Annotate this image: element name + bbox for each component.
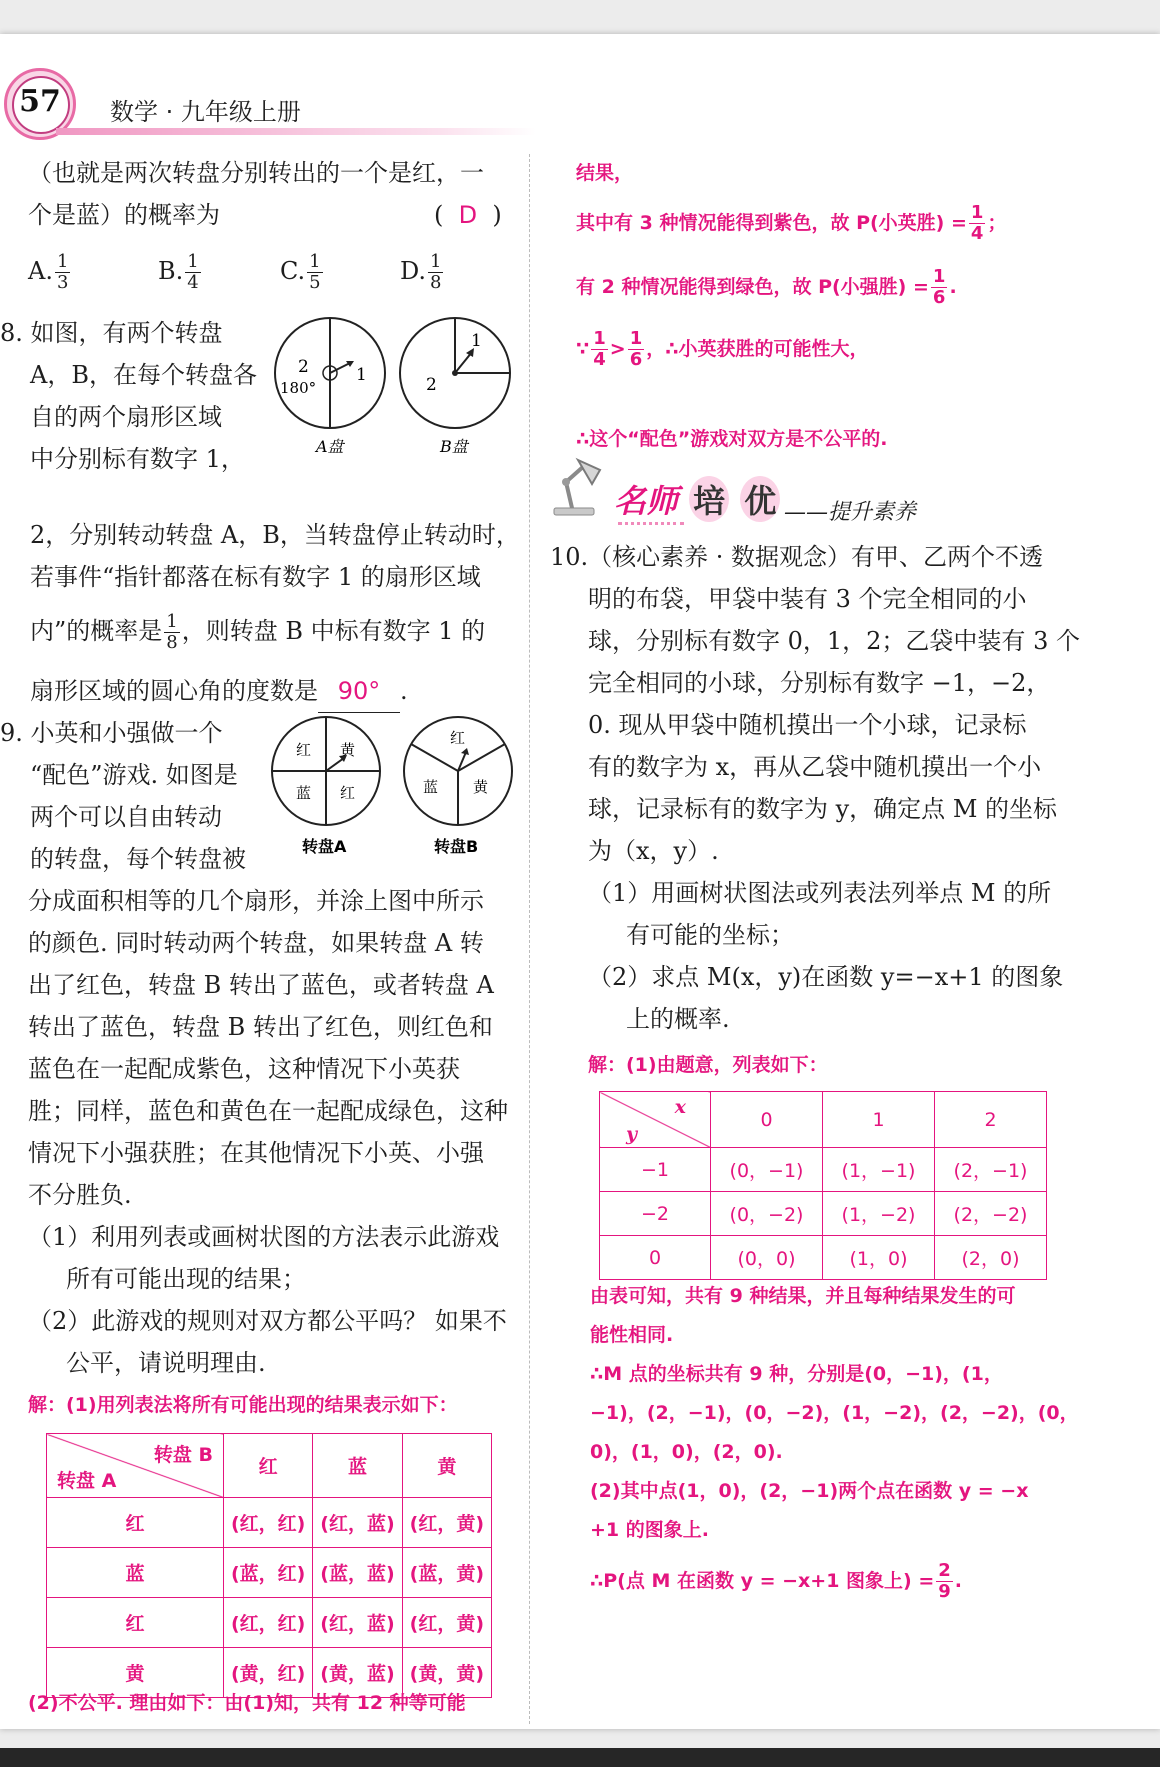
table-cell: (黄，红) — [224, 1648, 313, 1698]
spinner-diagrams-q8 — [268, 310, 518, 460]
sol9-right-line4: ∵ $\frac{1}{4}$ > $\frac{1}{6}$ ，∴小英获胜的可能性大， — [576, 328, 869, 370]
table-cell: (蓝，红) — [224, 1548, 313, 1598]
turntable-b-label: 转盘B — [434, 837, 479, 856]
q9-col-header: 红 — [224, 1434, 313, 1498]
q10-line7: 球，记录标有的数字为 y，确定点 M 的坐标 — [588, 795, 1058, 823]
table-row — [600, 1148, 1047, 1192]
sol10-line7: +1 的图象上. — [590, 1519, 709, 1541]
table-cell: (红，红) — [224, 1598, 313, 1648]
q10-corner-top: x — [674, 1096, 686, 1118]
q10-line6: 有的数字为 x，再从乙袋中随机摸出一个小 — [588, 753, 1042, 781]
page-number: 57 — [19, 84, 61, 119]
turntable-a-s4: 红 — [340, 784, 356, 802]
q7-option-a: A. $\frac{1}{3}$ — [28, 251, 69, 293]
q10-col-header: 0 — [711, 1092, 823, 1148]
q9-full-line5: 蓝色在一起配成紫色，这种情况下小英获 — [28, 1055, 460, 1083]
q9-full-line4: 转出了蓝色，转盘 B 转出了红色，则红色和 — [28, 1013, 493, 1041]
q9-row-header: 黄 — [47, 1648, 224, 1698]
q8-line4: 中分别标有数字 1， — [30, 445, 245, 473]
spinner-diagrams-q9 — [266, 714, 526, 864]
q9-row-header: 红 — [47, 1598, 224, 1648]
banner-char: 培 — [689, 476, 729, 522]
q10-line8: 为（x，y）. — [588, 837, 719, 865]
q9-line2: “配色”游戏. 如图是 — [30, 761, 238, 789]
sol10-line8: ∴P(点 M 在函数 y = −x+1 图象上) = $\frac{2}{9}$ . — [590, 1560, 963, 1602]
q9-result-table — [46, 1433, 492, 1698]
q8-line1: 8. 如图，有两个转盘 — [0, 319, 223, 347]
fraction: $\frac{1}{8}$ — [430, 251, 442, 293]
turntable-b-s1: 红 — [450, 729, 466, 747]
turntable-a — [272, 717, 380, 856]
q8-fraction: $\frac{1}{8}$ — [166, 611, 178, 653]
q9-sub1-line1: （1）利用列表或画树状图的方法表示此游戏 — [28, 1223, 500, 1251]
header-rule — [56, 128, 536, 135]
q8-full-line4: 扇形区域的圆心角的度数是 90° . — [30, 670, 408, 713]
q9-col-header: 蓝 — [313, 1434, 402, 1498]
sol10-line1: 由表可知，共有 9 种结果，并且每种结果发生的可 — [590, 1285, 1016, 1307]
q10-row-header: −1 — [600, 1148, 711, 1192]
banner-subtitle: ——提升素养 — [784, 500, 917, 525]
q8-full-line1: 2，分别转动转盘 A，B，当转盘停止转动时， — [30, 521, 520, 549]
table-cell: (1，−2) — [823, 1192, 935, 1236]
q9-solution-part2: (2)不公平. 理由如下：由(1)知，共有 12 种等可能 — [28, 1692, 466, 1714]
table-cell: (1，0) — [823, 1236, 935, 1280]
q8-answer: 90° — [318, 670, 400, 713]
fraction: $\frac{1}{5}$ — [309, 251, 321, 293]
table-cell: (红，蓝) — [313, 1598, 402, 1648]
fraction: $\frac{2}{9}$ — [938, 1560, 951, 1602]
sol9-right-line3: 有 2 种情况能得到绿色，故 P(小强胜) = $\frac{1}{6}$ . — [576, 266, 957, 308]
table-cell: (2，0) — [935, 1236, 1047, 1280]
q9-full-line3: 出了红色，转盘 B 转出了蓝色，或者转盘 A — [28, 971, 494, 999]
spinner-b — [400, 318, 510, 456]
q9-sub1-line2: 所有可能出现的结果； — [66, 1265, 306, 1293]
table-cell: (0，−1) — [711, 1148, 823, 1192]
sol10-line5: 0)，(1，0)，(2，0). — [590, 1441, 783, 1463]
fraction: $\frac{1}{3}$ — [56, 251, 69, 293]
spinner-a-num2: 2 — [298, 357, 309, 377]
sol10-line3: ∴M 点的坐标共有 9 种，分别是(0，−1)，(1， — [590, 1363, 1003, 1385]
q9-full-line7: 情况下小强获胜；在其他情况下小英、小强 — [28, 1139, 484, 1167]
q10-solution-intro: 解：(1)由题意，列表如下： — [588, 1054, 828, 1076]
q10-sub1-line1: （1）用画树状图法或列表法列举点 M 的所 — [588, 879, 1052, 907]
q10-col-header: 2 — [935, 1092, 1047, 1148]
q10-result-table — [599, 1091, 1047, 1280]
q10-line5: 0. 现从甲袋中随机摸出一个小球，记录标 — [588, 711, 1027, 739]
column-divider — [529, 154, 530, 1724]
turntable-a-s2: 黄 — [340, 741, 356, 759]
table-row — [47, 1548, 492, 1598]
q10-table-corner — [600, 1092, 711, 1148]
table-cell: (蓝，蓝) — [313, 1548, 402, 1598]
q7-options — [28, 246, 508, 302]
page — [0, 34, 1160, 1729]
table-cell: (1，−1) — [823, 1148, 935, 1192]
q10-row-header: −2 — [600, 1192, 711, 1236]
q10-row-header: 0 — [600, 1236, 711, 1280]
q8-full-line3: 内”的概率是 $\frac{1}{8}$ ，则转盘 B 中标有数字 1 的 — [30, 611, 486, 653]
q9-solution-intro: 解：(1)用列表法将所有可能出现的结果表示如下： — [28, 1394, 458, 1416]
table-cell: (黄，黄) — [402, 1648, 491, 1698]
book-title: 数学 · 九年级上册 — [110, 98, 301, 126]
q10-corner-bottom: y — [626, 1123, 638, 1145]
q8-line3: 自的两个扇形区域 — [30, 403, 222, 431]
turntable-b — [404, 717, 512, 856]
sol9-right-line2: 其中有 3 种情况能得到紫色，故 P(小英胜) = $\frac{1}{4}$ ； — [576, 202, 1007, 244]
spinner-b-num2: 2 — [426, 375, 437, 395]
q9-sub2-line1: （2）此游戏的规则对双方都公平吗？ 如果不 — [28, 1307, 507, 1335]
table-cell: (红，黄) — [402, 1598, 491, 1648]
q9-full-line1: 分成面积相等的几个扇形，并涂上图中所示 — [28, 887, 484, 915]
q10-sub1-line2: 有可能的坐标； — [626, 921, 794, 949]
q10-sub2-line1: （2）求点 M(x，y)在函数 y=−x+1 的图象 — [588, 963, 1064, 991]
table-cell: (2，−2) — [935, 1192, 1047, 1236]
q10-line4: 完全相同的小球，分别标有数字 −1，−2， — [588, 669, 1051, 697]
q10-line1: 10.（核心素养 · 数据观念）有甲、乙两个不透 — [550, 543, 1044, 571]
spinner-a — [275, 318, 385, 456]
q7-answer-bracket: ( D ) — [434, 201, 502, 229]
q7-line1: （也就是两次转盘分别转出的一个是红，一 — [28, 159, 484, 187]
q8-full-line2: 若事件“指针都落在标有数字 1 的扇形区域 — [30, 563, 481, 591]
spinner-b-label: B盘 — [440, 437, 468, 456]
fraction: $\frac{1}{4}$ — [593, 328, 606, 370]
banner-dots — [618, 522, 684, 525]
table-cell: (0，−2) — [711, 1192, 823, 1236]
table-cell: (红，黄) — [402, 1498, 491, 1548]
sol9-right-line1: 结果， — [576, 162, 634, 184]
table-row — [600, 1236, 1047, 1280]
q9-row-header: 蓝 — [47, 1548, 224, 1598]
sol10-line4: −1)，(2，−1)，(0，−2)，(1，−2)，(2，−2)，(0， — [590, 1402, 1079, 1424]
table-cell: (红，红) — [224, 1498, 313, 1548]
turntable-a-label: 转盘A — [302, 837, 347, 856]
banner-char: 优 — [740, 476, 780, 522]
table-cell: (蓝，黄) — [402, 1548, 491, 1598]
q10-line2: 明的布袋，甲袋中装有 3 个完全相同的小 — [588, 585, 1027, 613]
table-row — [47, 1498, 492, 1548]
turntable-a-s1: 红 — [296, 741, 312, 759]
fraction: $\frac{1}{4}$ — [187, 251, 199, 293]
table-cell: (红，蓝) — [313, 1498, 402, 1548]
q7-option-d: D. $\frac{1}{8}$ — [400, 251, 442, 293]
banner-char: 师 — [646, 482, 679, 520]
q8-line2: A，B，在每个转盘各 — [30, 361, 257, 389]
banner-title — [614, 476, 780, 522]
q9-corner-bottom: 转盘 A — [57, 1470, 117, 1492]
sol10-line6: (2)其中点(1，0)，(2，−1)两个点在函数 y = −x — [590, 1480, 1029, 1502]
fraction: $\frac{1}{6}$ — [932, 266, 946, 308]
table-cell: (0，0) — [711, 1236, 823, 1280]
q9-line4: 的转盘，每个转盘被 — [30, 845, 246, 873]
sol9-right-line5: ∴这个“配色”游戏对双方是不公平的. — [576, 428, 888, 450]
turntable-b-s2: 蓝 — [423, 778, 439, 796]
q9-full-line8: 不分胜负. — [28, 1181, 132, 1209]
turntable-b-s3: 黄 — [473, 778, 489, 796]
banner-char: 名 — [614, 482, 647, 520]
table-row — [600, 1192, 1047, 1236]
spinner-b-num1: 1 — [471, 331, 482, 351]
bottom-bar — [0, 1748, 1160, 1767]
q9-table-corner — [47, 1434, 224, 1498]
q9-full-line2: 的颜色. 同时转动两个转盘，如果转盘 A 转 — [28, 929, 484, 957]
q9-line3: 两个可以自由转动 — [30, 803, 222, 831]
q7-answer: D — [458, 201, 478, 229]
sol10-line2: 能性相同. — [590, 1324, 674, 1346]
table-cell: (2，−1) — [935, 1148, 1047, 1192]
spinner-a-label: A盘 — [316, 437, 344, 456]
spinner-a-angle: 180° — [280, 379, 317, 397]
q9-row-header: 红 — [47, 1498, 224, 1548]
q9-col-header: 黄 — [402, 1434, 491, 1498]
q9-full-line6: 胜；同样，蓝色和黄色在一起配成绿色，这种 — [28, 1097, 508, 1125]
fraction: $\frac{1}{6}$ — [629, 328, 643, 370]
spinner-a-num1: 1 — [356, 365, 367, 385]
q9-corner-top: 转盘 B — [153, 1444, 213, 1466]
q9-line1: 9. 小英和小强做一个 — [0, 719, 223, 747]
q9-sub2-line2: 公平，请说明理由. — [66, 1349, 266, 1377]
q7-line2: 个是蓝）的概率为 — [28, 201, 220, 229]
turntable-a-s3: 蓝 — [296, 784, 312, 802]
table-cell: (黄，蓝) — [313, 1648, 402, 1698]
q10-col-header: 1 — [823, 1092, 935, 1148]
table-row — [47, 1598, 492, 1648]
fraction: $\frac{1}{4}$ — [970, 202, 984, 244]
q7-option-c: C. $\frac{1}{5}$ — [280, 251, 321, 293]
lamp-icon — [548, 454, 612, 518]
q7-option-b: B. $\frac{1}{4}$ — [158, 251, 199, 293]
q10-sub2-line2: 上的概率. — [626, 1005, 730, 1033]
q10-line3: 球，分别标有数字 0，1，2；乙袋中装有 3 个 — [588, 627, 1080, 655]
